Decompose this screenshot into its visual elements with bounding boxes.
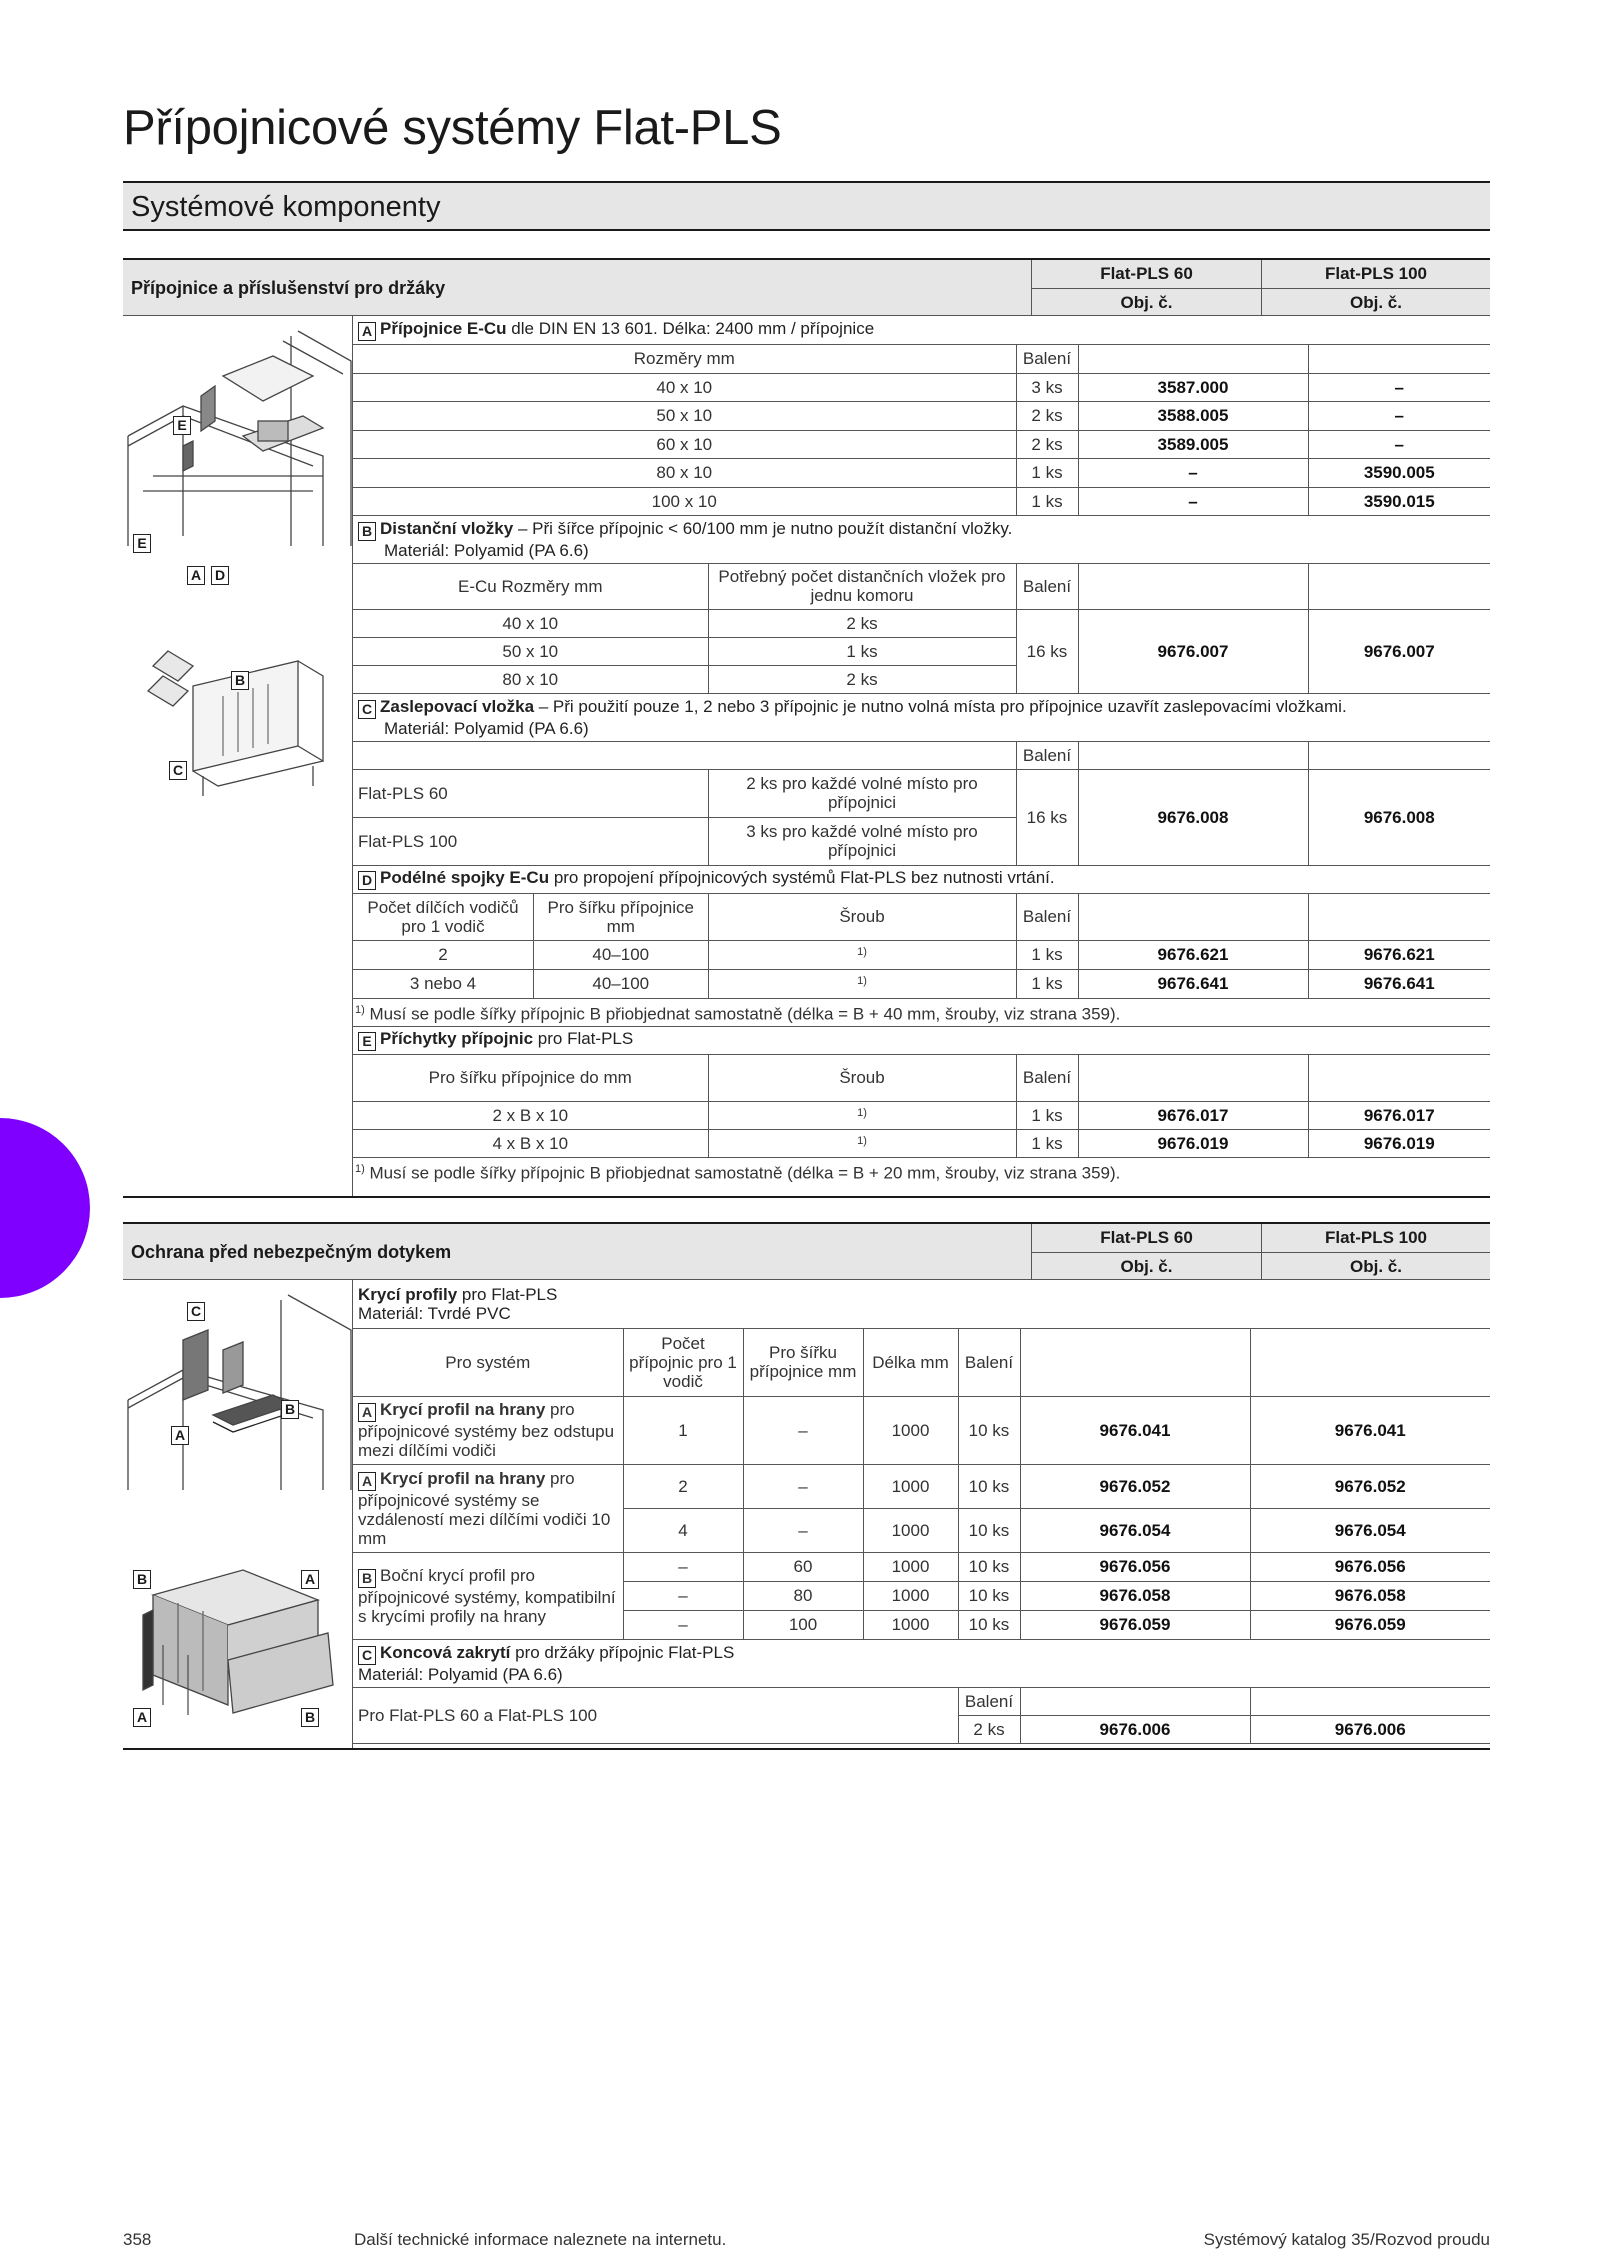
table-cell: 10 ks [958, 1552, 1020, 1581]
table-cell: 3 ks [1016, 373, 1078, 401]
table-cell: 9676.007 [1308, 609, 1490, 693]
end-cover-caption [353, 1639, 1490, 1687]
cell-text: A [358, 1403, 376, 1422]
table-cell: 10 ks [958, 1581, 1020, 1610]
col-dim: Rozměry mm [353, 344, 1016, 373]
table-cell: 9676.641 [1308, 969, 1490, 998]
table-row [353, 609, 1490, 637]
end-cover-desc: pro držáky přípojnic Flat-PLS [510, 1642, 735, 1662]
table-cell: – [1078, 458, 1308, 487]
table-cell: Flat-PLS 60 [353, 769, 708, 817]
section-divider [123, 1196, 1490, 1198]
table-cell: 1000 [863, 1610, 958, 1639]
col-screw: Šroub [708, 1054, 1016, 1101]
label-e: E [358, 1032, 376, 1051]
table-cell: – [743, 1508, 863, 1552]
table-cell [1020, 1328, 1250, 1396]
table-row [353, 1396, 1490, 1464]
item-e-caption [353, 1026, 1490, 1054]
table-cell: 50 x 10 [353, 401, 1016, 430]
table-cell: 60 [743, 1552, 863, 1581]
section-title: Přípojnice a příslušenství pro držáky [131, 278, 446, 298]
table-cell: 3589.005 [1078, 430, 1308, 458]
table-cell: 2 ks [708, 609, 1016, 637]
table-row [353, 1129, 1490, 1157]
col-screw: Šroub [708, 893, 1016, 940]
label-a: A [358, 322, 376, 341]
table-cell: 9676.054 [1250, 1508, 1490, 1552]
table-cell: 9676.017 [1078, 1101, 1308, 1129]
item-b-name: Distanční vložky [380, 518, 514, 538]
table-cell [1308, 1054, 1490, 1101]
table-cell: 4 x B x 10 [353, 1129, 708, 1157]
table-cell: 9676.054 [1020, 1508, 1250, 1552]
table-cell: 9676.017 [1308, 1101, 1490, 1129]
table-cell: – [1308, 430, 1490, 458]
table-cell: 9676.056 [1250, 1552, 1490, 1581]
table-cell: 3 ks pro každé volné místo pro přípojnici [708, 817, 1016, 865]
end-cover-material: Materiál: Polyamid (PA 6.6) [358, 1664, 563, 1684]
page-title: Přípojnicové systémy Flat-PLS [123, 101, 782, 155]
section-header [123, 1222, 1490, 1280]
item-c-desc: – Při použití pouze 1, 2 nebo 3 přípojnic je nutno volná místa pro přípojnice uzavřít zaslepovacími vložkami. [534, 696, 1347, 716]
cell-text: Krycí profil na hrany [380, 1400, 546, 1419]
table-cell: – [743, 1396, 863, 1464]
table-cell: 9676.058 [1250, 1581, 1490, 1610]
table-cell: 16 ks [1016, 609, 1078, 693]
label-c: C [358, 1646, 376, 1665]
table-cell [1078, 344, 1308, 373]
label-a: A [187, 566, 205, 585]
table-busbars [353, 316, 1490, 1185]
table-cell [708, 741, 1016, 769]
table-row [353, 940, 1490, 969]
table-cell: 3587.000 [1078, 373, 1308, 401]
item-e-desc: pro Flat-PLS [533, 1029, 634, 1048]
label-e: E [133, 534, 151, 553]
table-cell: 9676.006 [1250, 1715, 1490, 1743]
image-column [123, 316, 353, 1196]
spacer-illustration [123, 626, 353, 826]
table-cell: 10 ks [958, 1396, 1020, 1464]
table-cell: 9676.007 [1078, 609, 1308, 693]
cover-name: Krycí profily [358, 1284, 458, 1304]
footer-note: Další technické informace naleznete na internetu. [354, 2230, 727, 2249]
item-a-caption [353, 316, 1490, 344]
table-row [353, 1101, 1490, 1129]
busbar-holder-illustration [123, 316, 353, 546]
item-c-name: Zaslepovací vložka [380, 696, 535, 716]
col-width: Pro šířku přípojnice mm [533, 894, 708, 940]
cell-text: Boční krycí profil pro přípojnicové systémy, kompatibilní s krycími profily na hrany [358, 1565, 616, 1626]
table-cell: 1000 [863, 1464, 958, 1508]
table-cell: 9676.059 [1020, 1610, 1250, 1639]
label-e: E [173, 416, 191, 435]
cover-material: Materiál: Tvrdé PVC [358, 1303, 511, 1323]
table-cell: 16 ks [1016, 769, 1078, 865]
table-cell [353, 1464, 623, 1552]
label-a: A [133, 1708, 151, 1727]
item-c-caption [353, 693, 1490, 741]
table-cell: 4 [623, 1508, 743, 1552]
table-cell [1250, 1328, 1490, 1396]
end-cover-name: Koncová zakrytí [380, 1642, 511, 1662]
table-cell: 9676.019 [1078, 1129, 1308, 1157]
col-count: Počet přípojnic pro 1 vodič [623, 1328, 743, 1396]
table-cell [708, 969, 1016, 998]
table-cell: 2 ks pro každé volné místo pro přípojnici [708, 769, 1016, 817]
table-row [353, 969, 1490, 998]
table-cell: 1 ks [1016, 940, 1078, 969]
table-cell [708, 940, 1016, 969]
label-b: B [281, 1400, 299, 1419]
table-cell: 50 x 10 [353, 637, 708, 665]
col-width: Pro šířku přípojnice do mm [353, 1054, 708, 1101]
table-cell: 1 ks [1016, 1101, 1078, 1129]
table-cell [1308, 893, 1490, 940]
cover-caption [353, 1280, 1490, 1328]
chapter-tab [0, 1118, 90, 1298]
table-cell: 10 ks [958, 1508, 1020, 1552]
col-count: Potřebný počet distančních vložek pro jednu komoru [708, 563, 1016, 609]
image-column [123, 1280, 353, 1748]
table-row [353, 487, 1490, 515]
cell-text: Musí se podle šířky přípojnic B přiobjednat samostatně (délka = B + 20 mm, šrouby, viz strana 359). [364, 1163, 1121, 1183]
table-cell: 80 [743, 1581, 863, 1610]
section-header [123, 258, 1490, 316]
label-a: A [171, 1426, 189, 1445]
item-d-desc: pro propojení přípojnicových systémů Flat-PLS bez nutnosti vrtání. [549, 868, 1055, 887]
table-cell: 1 ks [1016, 1129, 1078, 1157]
table-cell: 9676.621 [1078, 940, 1308, 969]
col-pack: Balení [1016, 741, 1078, 769]
col-conductors: Počet dílčích vodičů pro 1 vodič [367, 897, 519, 936]
label-d: D [358, 871, 376, 890]
col-obj: Obj. č. [1032, 288, 1261, 316]
col-flat100: Flat-PLS 100 [1324, 1228, 1428, 1247]
table-cell [353, 1552, 623, 1639]
table-cell [353, 741, 708, 769]
col-flat100: Flat-PLS 100 [1324, 264, 1428, 283]
cell-text: 1) [857, 1106, 867, 1119]
col-obj: Obj. č. [1262, 288, 1490, 316]
table-cell [1078, 563, 1308, 609]
label-c: C [358, 700, 376, 719]
table-cell: 9676.052 [1250, 1464, 1490, 1508]
table-cell: 2 40–100 [353, 940, 708, 969]
cell-text: Krycí profil na hrany [380, 1468, 546, 1488]
table-cell: 3588.005 [1078, 401, 1308, 430]
cell-text: 1) [355, 1003, 365, 1016]
item-e-name: Příchytky přípojnic [380, 1029, 534, 1048]
table-cell [1308, 563, 1490, 609]
label-b: B [231, 671, 249, 690]
col-pack: Balení [958, 1687, 1020, 1715]
cell-text: A [358, 1472, 376, 1491]
col-pack: Balení [1016, 1054, 1078, 1101]
item-d-name: Podélné spojky E-Cu [380, 868, 550, 887]
table-cell: 3 nebo 4 40–100 [353, 969, 708, 998]
col-length: Délka mm [863, 1328, 958, 1396]
table-cell: 1 ks [708, 637, 1016, 665]
label-c: C [187, 1302, 205, 1321]
table-cell: 9676.041 [1020, 1396, 1250, 1464]
col-width: Pro šířku přípojnice mm [743, 1328, 863, 1396]
table-cover-profiles [353, 1280, 1490, 1744]
footer-catalog: Systémový katalog 35/Rozvod proudu [1203, 2230, 1490, 2249]
col-pack: Balení [1016, 563, 1078, 609]
label-d: D [211, 566, 229, 585]
table-cell: 60 x 10 [353, 430, 1016, 458]
item-d-caption [353, 865, 1490, 893]
table-cell: 1000 [863, 1552, 958, 1581]
table-cell: 9676.008 [1078, 769, 1308, 865]
item-c-material: Materiál: Polyamid (PA 6.6) [384, 718, 589, 738]
table-cell: 9676.058 [1020, 1581, 1250, 1610]
page-number: 358 [123, 2230, 152, 2249]
item-a-name: Přípojnice E-Cu [380, 318, 507, 338]
section-title: Ochrana před nebezpečným dotykem [131, 1242, 452, 1262]
table-cell: Pro Flat-PLS 60 a Flat-PLS 100 [353, 1687, 958, 1743]
table-cell: 80 x 10 [353, 458, 1016, 487]
table-cell [1308, 741, 1490, 769]
table-cell: 1 ks [1016, 969, 1078, 998]
table-cell: 100 [743, 1610, 863, 1639]
item-b-caption [353, 515, 1490, 563]
table-row [353, 1552, 1490, 1581]
table-cell: 9676.019 [1308, 1129, 1490, 1157]
section-busbars [123, 258, 1490, 1183]
table-cell: 80 x 10 [353, 665, 708, 693]
table-cell: 9676.008 [1308, 769, 1490, 865]
table-cell: 2 [623, 1464, 743, 1508]
item-b-material: Materiál: Polyamid (PA 6.6) [384, 540, 589, 560]
section-touch-protection [123, 1222, 1490, 1739]
table-cell: 3590.005 [1308, 458, 1490, 487]
col-dim: E-Cu Rozměry mm [353, 563, 708, 609]
table-cell: 10 ks [958, 1610, 1020, 1639]
table-cell: – [1308, 373, 1490, 401]
cell-text: pro přípojnicové systémy se vzdáleností mezi dílčími vodiči 10 mm [358, 1468, 611, 1548]
table-cell: 9676.052 [1020, 1464, 1250, 1508]
table-row [353, 430, 1490, 458]
label-b: B [133, 1570, 151, 1589]
table-cell [1308, 344, 1490, 373]
table-row [353, 373, 1490, 401]
table-cell: 10 ks [958, 1464, 1020, 1508]
table-cell: 1 ks [1016, 458, 1078, 487]
table-cell: 1000 [863, 1581, 958, 1610]
item-a-desc: dle DIN EN 13 601. Délka: 2400 mm / přípojnice [506, 318, 875, 338]
cell-text: Musí se podle šířky přípojnic B přiobjednat samostatně (délka = B + 40 mm, šrouby, viz strana 359). [364, 1004, 1121, 1024]
table-cell: 1000 [863, 1396, 958, 1464]
label-b: B [301, 1708, 319, 1727]
table-cell: – [1308, 401, 1490, 430]
table-cell: Flat-PLS 100 [353, 817, 708, 865]
table-cell [1250, 1687, 1490, 1715]
table-cell [708, 1129, 1016, 1157]
table-cell: 9676.621 [1308, 940, 1490, 969]
table-cell: 9676.059 [1250, 1610, 1490, 1639]
cover-desc: pro Flat-PLS [457, 1284, 558, 1304]
table-cell: 2 ks [958, 1715, 1020, 1743]
table-row [353, 1464, 1490, 1508]
table-cell: 100 x 10 [353, 487, 1016, 515]
col-pack: Balení [958, 1328, 1020, 1396]
footnote-d [353, 998, 1490, 1026]
table-cell: – [623, 1552, 743, 1581]
table-cell: 40 x 10 [353, 609, 708, 637]
table-row [353, 458, 1490, 487]
table-cell [353, 1396, 623, 1464]
col-flat60: Flat-PLS 60 [1100, 264, 1193, 283]
table-cell [353, 893, 708, 940]
table-cell: – [1078, 487, 1308, 515]
label-a: A [301, 1570, 319, 1589]
cell-text: 1) [857, 975, 867, 988]
table-cell: 9676.641 [1078, 969, 1308, 998]
table-row [353, 769, 1490, 817]
table-cell: – [743, 1464, 863, 1508]
table-cell [1078, 893, 1308, 940]
label-c: C [169, 761, 187, 780]
table-cell: 1 ks [1016, 487, 1078, 515]
table-cell: – [623, 1581, 743, 1610]
table-cell: 9676.056 [1020, 1552, 1250, 1581]
col-obj: Obj. č. [1262, 1252, 1490, 1280]
table-row [353, 401, 1490, 430]
cell-text: B [358, 1569, 376, 1588]
col-obj: Obj. č. [1032, 1252, 1261, 1280]
table-cell: 2 ks [1016, 401, 1078, 430]
table-row [353, 1687, 1490, 1715]
cell-text: 1) [355, 1162, 365, 1175]
table-cell [708, 1101, 1016, 1129]
table-cell: 2 ks [708, 665, 1016, 693]
footnote-e [353, 1157, 1490, 1185]
cover-profile-cabinet-illustration [123, 1290, 353, 1490]
table-cell [1020, 1687, 1250, 1715]
table-cell: – [623, 1610, 743, 1639]
table-cell: 1 [623, 1396, 743, 1464]
cell-text: 1) [857, 946, 867, 959]
table-cell [1078, 1054, 1308, 1101]
cell-text: pro přípojnicové systémy bez odstupu mezi dílčími vodiči [358, 1400, 615, 1460]
table-cell: 3590.015 [1308, 487, 1490, 515]
item-b-desc: – Při šířce přípojnic < 60/100 mm je nutno použít distanční vložky. [513, 518, 1013, 538]
table-cell: 40 x 10 [353, 373, 1016, 401]
label-b: B [358, 522, 376, 541]
section-divider [123, 1748, 1490, 1750]
table-cell: 9676.041 [1250, 1396, 1490, 1464]
col-system: Pro systém [353, 1328, 623, 1396]
table-cell [1078, 741, 1308, 769]
table-cell: 2 ks [1016, 430, 1078, 458]
table-cell: 2 x B x 10 [353, 1101, 708, 1129]
cell-text: 1) [857, 1134, 867, 1147]
col-flat60: Flat-PLS 60 [1100, 1228, 1193, 1247]
table-cell: 1000 [863, 1508, 958, 1552]
col-pack: Balení [1016, 344, 1078, 373]
page-subtitle: Systémové komponenty [123, 181, 1490, 231]
col-pack: Balení [1016, 893, 1078, 940]
table-cell: 9676.006 [1020, 1715, 1250, 1743]
